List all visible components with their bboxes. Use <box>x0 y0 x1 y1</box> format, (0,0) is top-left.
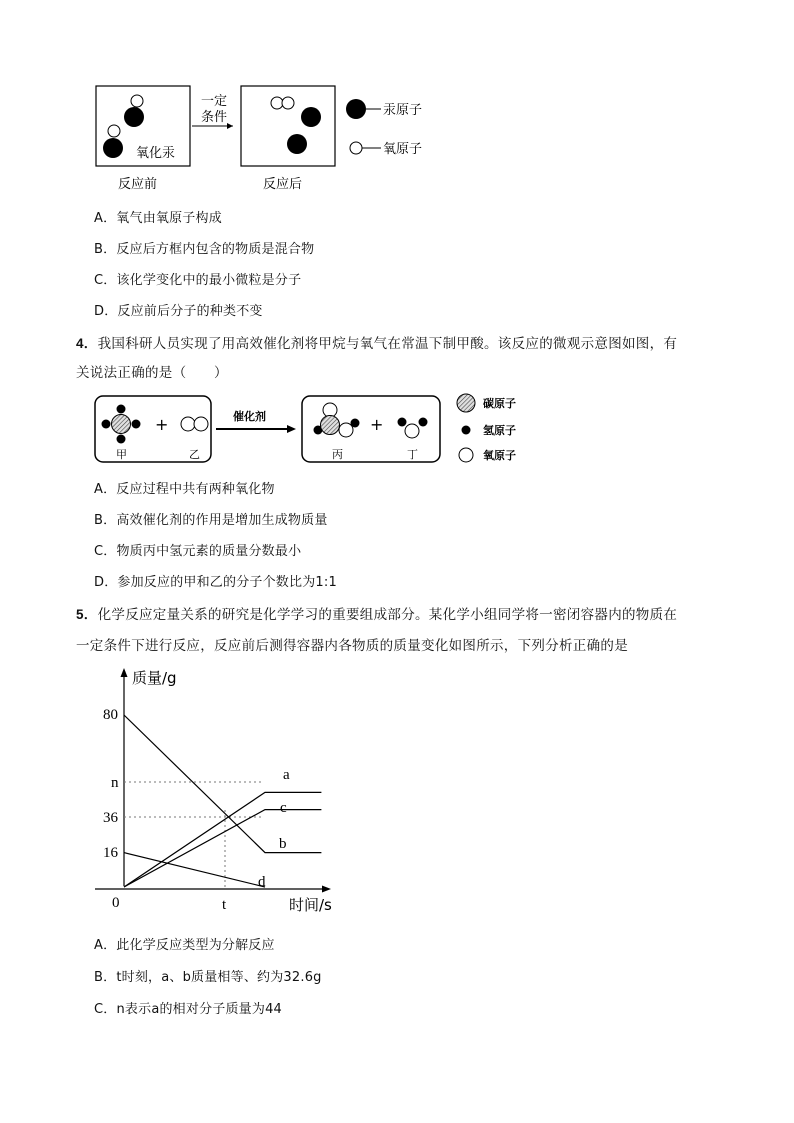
carbon-atom <box>112 415 131 434</box>
q5-option-c: C．n表示a的相对分子质量为44 <box>94 1002 283 1017</box>
origin-label: 0 <box>112 895 120 911</box>
label-yi: 乙 <box>189 448 200 461</box>
legend-oxygen: 氧原子 <box>483 449 516 462</box>
series-a-line <box>124 792 321 887</box>
hydrogen-atom <box>102 420 111 429</box>
legend-hydrogen: 氢原子 <box>483 424 516 437</box>
caption-before: 反应前 <box>118 177 158 192</box>
mercury-atom <box>287 134 307 154</box>
y-tick-label: 80 <box>103 707 118 723</box>
q3-option-b: B．反应后方框内包含的物质是混合物 <box>94 242 315 257</box>
x-axis-label: 时间/s <box>289 896 332 914</box>
hydrogen-atom <box>117 435 126 444</box>
q3-option-c: C．该化学变化中的最小微粒是分子 <box>94 273 302 288</box>
q4-option-d: D．参加反应的甲和乙的分子个数比为1:1 <box>94 575 337 590</box>
label-bing: 丙 <box>332 448 343 461</box>
q5-mass-time-chart <box>95 660 355 920</box>
q4-figure <box>92 392 542 470</box>
mercury-atom <box>103 138 123 158</box>
oxygen-atom <box>339 423 353 437</box>
q5-stem-line2: 一定条件下进行反应，反应前后测得容器内各物质的质量变化如图所示，下列分析正确的是 <box>76 638 628 654</box>
y-tick-label: n <box>111 775 119 791</box>
x-axis-arrow <box>322 886 331 893</box>
series-d-line <box>124 853 265 887</box>
x-tick-label: t <box>222 897 227 913</box>
series-c-label: c <box>280 800 287 816</box>
series-b-label: b <box>279 836 287 852</box>
q4-stem-line2: 关说法正确的是（ ） <box>76 365 228 381</box>
q4-number: 4． <box>76 336 98 351</box>
y-axis-arrow <box>121 668 128 677</box>
mercury-legend-icon <box>346 99 366 119</box>
series-d-label: d <box>258 874 266 890</box>
carbon-legend-icon <box>457 394 475 412</box>
oxygen-atom <box>194 417 208 431</box>
caption-after: 反应后 <box>263 177 303 192</box>
hydrogen-legend-icon <box>462 426 471 435</box>
hydrogen-atom <box>132 420 141 429</box>
plus-sign: + <box>155 415 169 434</box>
y-axis-label: 质量/g <box>132 669 177 687</box>
q3-option-d: D．反应前后分子的种类不变 <box>94 304 263 319</box>
carbon-atom <box>321 416 340 435</box>
oxygen-legend-icon <box>350 142 362 154</box>
legend-mercury: 汞原子 <box>383 103 423 118</box>
oxygen-atom <box>323 403 337 417</box>
q4-stem-line1 <box>76 332 677 352</box>
legend-oxygen: 氧原子 <box>383 142 423 157</box>
y-tick-label: 16 <box>103 845 118 861</box>
hydrogen-atom <box>351 419 360 428</box>
q4-option-c: C．物质丙中氢元素的质量分数最小 <box>94 544 302 559</box>
oxygen-atom <box>405 424 419 438</box>
q3-figure <box>90 80 450 195</box>
q4-option-b: B．高效催化剂的作用是增加生成物质量 <box>94 513 328 528</box>
oxygen-atom <box>131 95 143 107</box>
q3-option-a: A．氧气由氧原子构成 <box>94 211 222 226</box>
q5-stem-line1 <box>76 603 677 623</box>
q5-stem-text: 化学反应定量关系的研究是化学学习的重要组成部分。某化学小组同学将一密闭容器内的物质在 <box>97 607 678 623</box>
q4-option-a: A．反应过程中共有两种氧化物 <box>94 482 275 497</box>
mercury-atom <box>301 107 321 127</box>
label-jia: 甲 <box>116 448 127 461</box>
label-ding: 丁 <box>407 448 418 461</box>
oxygen-legend-icon <box>459 448 473 462</box>
q5-number: 5． <box>76 607 98 622</box>
q5-option-a: A．此化学反应类型为分解反应 <box>94 938 275 953</box>
series-a-label: a <box>283 767 290 783</box>
box1-label: 氧化汞 <box>136 146 176 161</box>
plus-sign: + <box>370 415 384 434</box>
oxygen-atom <box>271 97 283 109</box>
catalyst-label: 催化剂 <box>233 410 266 423</box>
q5-option-b: B．t时刻，a、b质量相等、约为32.6g <box>94 970 322 985</box>
mercury-atom <box>124 107 144 127</box>
hydrogen-atom <box>419 418 428 427</box>
oxygen-atom <box>282 97 294 109</box>
hydrogen-atom <box>117 405 126 414</box>
legend-carbon: 碳原子 <box>483 397 516 410</box>
oxygen-atom <box>108 125 120 137</box>
q4-stem-text: 我国科研人员实现了用高效催化剂将甲烷与氧气在常温下制甲酸。该反应的微观示意图如图，有 <box>97 336 678 352</box>
oxygen-atom <box>181 417 195 431</box>
y-tick-label: 36 <box>103 810 118 826</box>
hydrogen-atom <box>398 418 407 427</box>
arrow-label-line1: 一定 <box>201 94 228 109</box>
arrow-label-line2: 条件 <box>201 110 228 125</box>
series-b-line <box>124 715 321 853</box>
